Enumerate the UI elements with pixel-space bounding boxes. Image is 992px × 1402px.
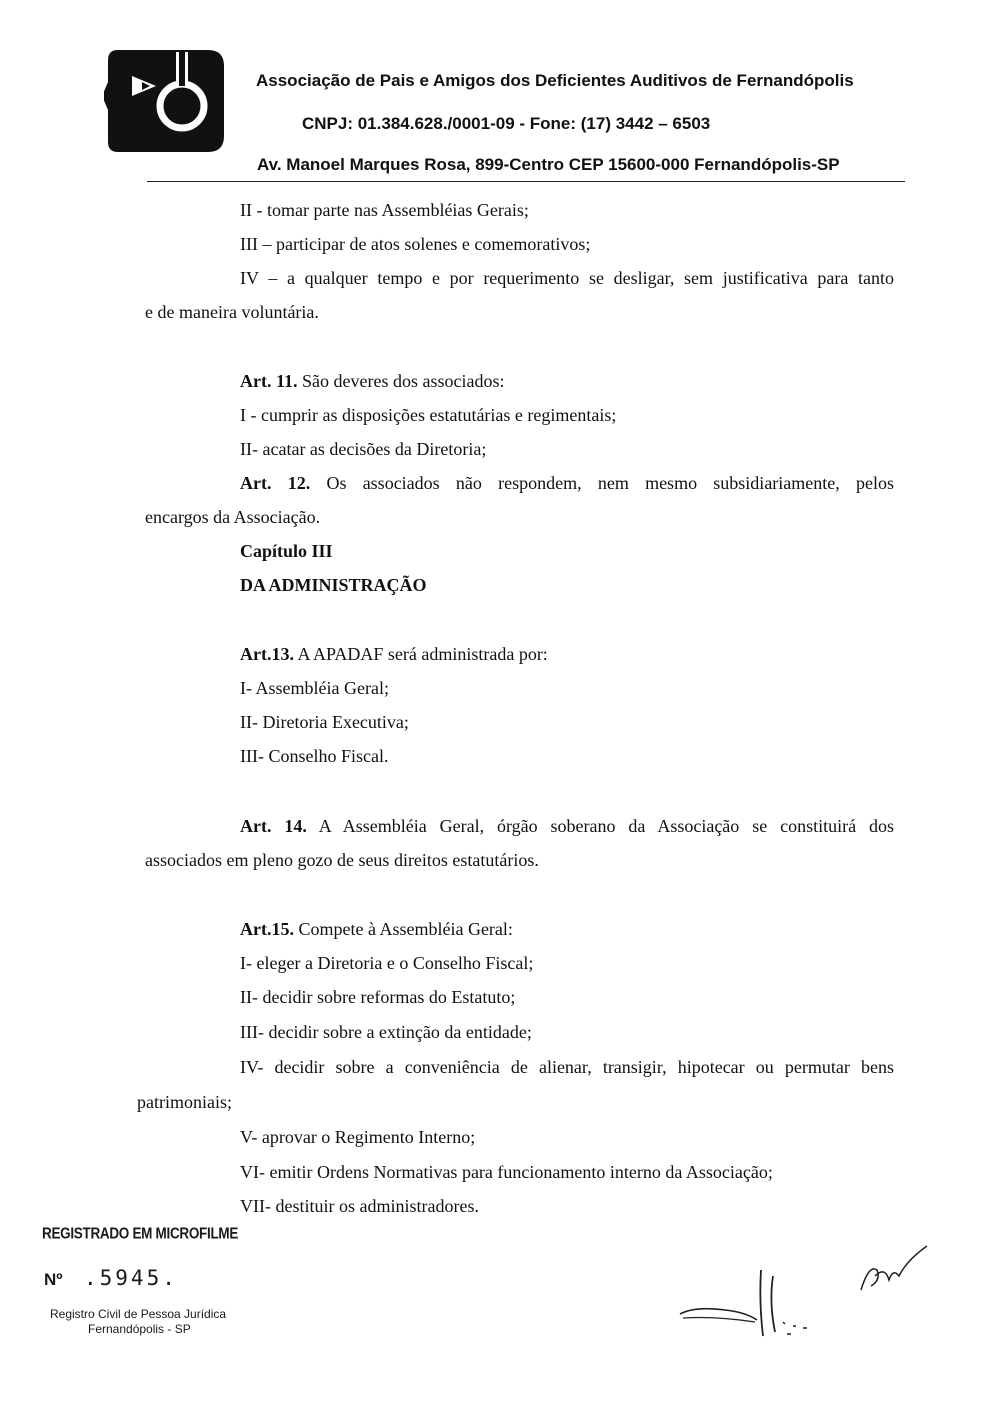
admin-executive-board: II- Diretoria Executiva;	[240, 712, 409, 732]
article-12-line2: encargos da Associação.	[145, 507, 321, 527]
initials-signature-icon	[855, 1240, 935, 1300]
organization-name: Associação de Pais e Amigos dos Deficientes Auditivos de Fernandópolis	[256, 71, 854, 90]
microfilm-stamp: REGISTRADO EM MICROFILME	[42, 1224, 239, 1243]
competence-vii: VII- destituir os administradores.	[240, 1196, 479, 1216]
article-13	[240, 637, 548, 671]
article-15-text: Compete à Assembléia Geral:	[293, 919, 513, 939]
competence-iii: III- decidir sobre a extinção da entidade;	[240, 1022, 532, 1042]
competence-iv-line1: IV- decidir sobre a conveniência de alienar, transigir, hipotecar ou permutar bens	[240, 1057, 894, 1077]
cnpj-phone: CNPJ: 01.384.628./0001-09 - Fone: (17) 3442 – 6503	[302, 114, 711, 133]
item-iv-leave-line2: e de maneira voluntária.	[145, 302, 319, 322]
stamp-number-label: Nº	[44, 1270, 63, 1289]
address: Av. Manoel Marques Rosa, 899-Centro CEP 15600-000 Fernandópolis-SP	[257, 155, 840, 174]
article-12	[240, 466, 894, 500]
signature-icon	[675, 1262, 825, 1342]
stamp-number-value: .5945.	[84, 1266, 178, 1290]
competence-v: V- aprovar o Regimento Interno;	[240, 1127, 476, 1147]
competence-vi: VI- emitir Ordens Normativas para funcionamento interno da Associação;	[240, 1162, 773, 1182]
duty-ii: II- acatar as decisões da Diretoria;	[240, 439, 487, 459]
article-14-label: Art. 14.	[240, 816, 307, 836]
admin-fiscal-council: III- Conselho Fiscal.	[240, 746, 389, 766]
article-15	[240, 912, 513, 946]
article-14	[240, 809, 894, 843]
article-12-text: Os associados não respondem, nem mesmo subsidiariamente, pelos	[310, 473, 894, 493]
letterhead	[0, 0, 992, 190]
logo-text: APADAF	[123, 128, 215, 151]
item-iv-leave-line1: IV – a qualquer tempo e por requerimento se desligar, sem justificativa para tanto	[240, 268, 894, 288]
chapter-heading: Capítulo III	[240, 541, 333, 561]
admin-general-assembly: I- Assembléia Geral;	[240, 678, 389, 698]
article-14-line2: associados em pleno gozo de seus direitos estatutários.	[145, 850, 539, 870]
competence-ii: II- decidir sobre reformas do Estatuto;	[240, 987, 516, 1007]
duty-i: I - cumprir as disposições estatutárias e regimentais;	[240, 405, 617, 425]
chapter-title: DA ADMINISTRAÇÃO	[240, 575, 427, 595]
item-iii-ceremonies: III – participar de atos solenes e comemorativos;	[240, 234, 591, 254]
article-13-label: Art.13.	[240, 644, 294, 664]
article-12-label: Art. 12.	[240, 473, 311, 493]
article-13-text: A APADAF será administrada por:	[293, 644, 548, 664]
competence-iv-line2: patrimoniais;	[137, 1092, 232, 1112]
article-14-text: A Assembléia Geral, órgão soberano da Associação se constituirá dos	[306, 816, 894, 836]
registry-line-2: Fernandópolis - SP	[88, 1322, 191, 1336]
article-15-label: Art.15.	[240, 919, 294, 939]
header-divider	[147, 181, 905, 182]
item-ii-assemblies: II - tomar parte nas Assembléias Gerais;	[240, 200, 529, 220]
article-11	[240, 364, 504, 398]
competence-i: I- eleger a Diretoria e o Conselho Fiscal;	[240, 953, 534, 973]
article-11-label: Art. 11.	[240, 371, 298, 391]
article-11-text: São deveres dos associados:	[297, 371, 505, 391]
registry-line-1: Registro Civil de Pessoa Jurídica	[50, 1307, 227, 1321]
